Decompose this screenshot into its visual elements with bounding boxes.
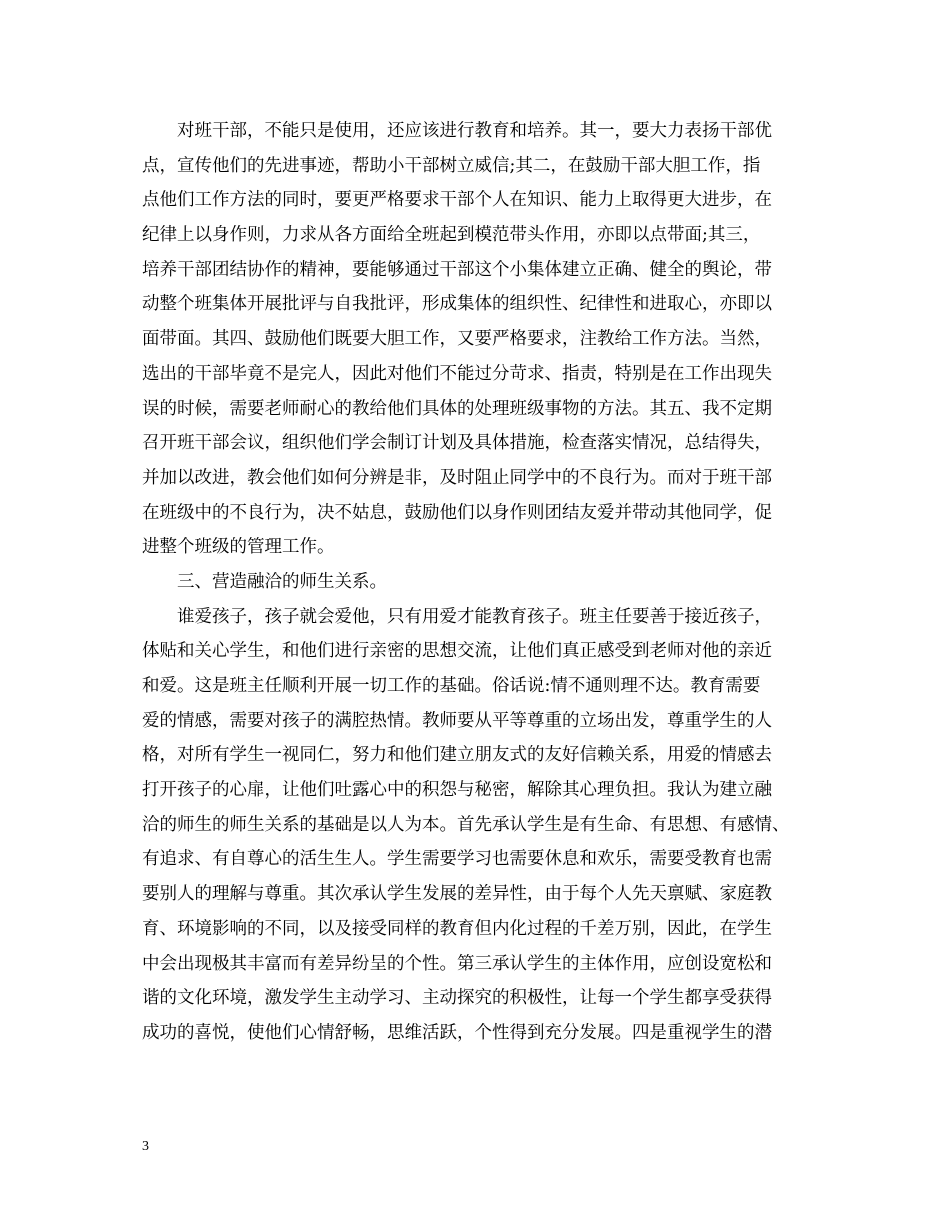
text-line: 体贴和关心学生，和他们进行亲密的思想交流，让他们真正感受到老师对他的亲近 bbox=[142, 641, 772, 662]
text-line: 成功的喜悦，使他们心情舒畅，思维活跃，个性得到充分发展。四是重视学生的潜 bbox=[142, 1022, 772, 1043]
text-line: 在班级中的不良行为，决不姑息，鼓励他们以身作则团结友爱并带动其他同学，促 bbox=[142, 502, 772, 523]
text-line: 对班干部，不能只是使用，还应该进行教育和培养。其一，要大力表扬干部优 bbox=[177, 121, 772, 141]
text-line: 和爱。这是班主任顺利开展一切工作的基础。俗话说:情不通则理不达。教育需要 bbox=[142, 676, 761, 696]
text-line: 爱的情感，需要对孩子的满腔热情。教师要从平等尊重的立场出发，尊重学生的人 bbox=[142, 710, 772, 731]
text-line: 并加以改进，教会他们如何分辨是非，及时阻止同学中的不良行为。而对于班干部 bbox=[142, 467, 772, 488]
text-line: 动整个班集体开展批评与自我批评，形成集体的组织性、纪律性和进取心，亦即以 bbox=[142, 294, 772, 315]
text-line: 纪律上以身作则，力求从各方面给全班起到模范带头作用，亦即以点带面;其三， bbox=[142, 225, 761, 246]
text-line: 选出的干部毕竟不是完人，因此对他们不能过分苛求、指责，特别是在工作出现失 bbox=[142, 363, 772, 384]
text-line: 打开孩子的心扉，让他们吐露心中的积怨与秘密，解除其心理负担。我认为建立融 bbox=[142, 780, 772, 801]
text-line: 有追求、有自尊心的活生生人。学生需要学习也需要休息和欢乐，需要受教育也需 bbox=[142, 849, 772, 870]
text-line: 谁爱孩子，孩子就会爱他，只有用爱才能教育孩子。班主任要善于接近孩子， bbox=[177, 606, 772, 627]
text-line: 点他们工作方法的同时，要更严格要求干部个人在知识、能力上取得更大进步，在 bbox=[142, 190, 772, 211]
text-line: 要别人的理解与尊重。其次承认学生发展的差异性，由于每个人先天禀赋、家庭教 bbox=[142, 884, 772, 905]
text-line: 点，宣传他们的先进事迹，帮助小干部树立威信;其二，在鼓励干部大胆工作，指 bbox=[142, 155, 761, 176]
page-number: 3 bbox=[142, 1139, 149, 1154]
text-line: 进整个班级的管理工作。 bbox=[142, 537, 335, 558]
text-line: 中会出现极其丰富而有差异纷呈的个性。第三承认学生的主体作用，应创设宽松和 bbox=[142, 953, 772, 974]
text-line: 误的时候，需要老师耐心的教给他们具体的处理班级事物的方法。其五、我不定期 bbox=[142, 398, 772, 419]
text-line: 面带面。其四、鼓励他们既要大胆工作，又要严格要求，注教给工作方法。当然， bbox=[142, 329, 772, 350]
text-line: 三、营造融洽的师生关系。 bbox=[177, 571, 387, 592]
text-line: 洽的师生的师生关系的基础是以人为本。首先承认学生是有生命、有思想、有感情、 bbox=[142, 814, 790, 835]
text-line: 召开班干部会议，组织他们学会制订计划及具体措施，检查落实情况，总结得失， bbox=[142, 433, 772, 454]
text-line: 育、环境影响的不同，以及接受同样的教育但内化过程的千差万别，因此，在学生 bbox=[142, 918, 772, 939]
text-line: 格，对所有学生一视同仁，努力和他们建立朋友式的友好信赖关系，用爱的情感去 bbox=[142, 745, 772, 766]
body-text bbox=[142, 114, 814, 1051]
text-line: 谐的文化环境，激发学生主动学习、主动探究的积极性，让每一个学生都享受获得 bbox=[142, 988, 772, 1009]
text-line: 培养干部团结协作的精神，要能够通过干部这个小集体建立正确、健全的舆论，带 bbox=[142, 259, 772, 280]
